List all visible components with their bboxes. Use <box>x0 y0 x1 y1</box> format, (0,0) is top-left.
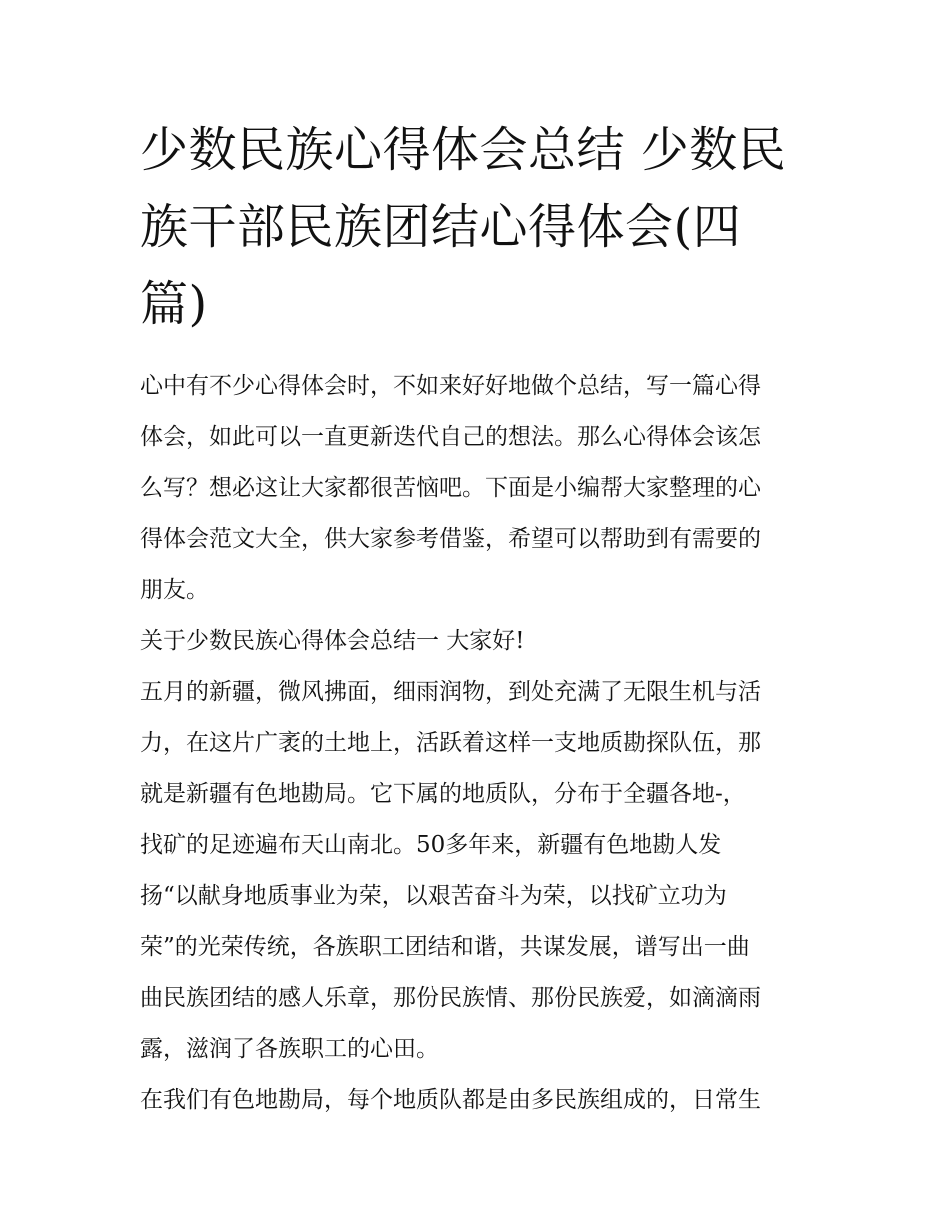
body-paragraph <box>140 1075 812 1126</box>
text-line: 心中有不少心得体会时，不如来好好地做个总结，写一篇心得 <box>140 373 761 399</box>
text-line: 就是新疆有色地勘局。它下属的地质队，分布于全疆各地-， <box>140 781 746 807</box>
text-line: 朋友。 <box>140 577 209 603</box>
document-body <box>140 361 812 1126</box>
text-line: 力，在这片广袤的土地上，活跃着这样一支地质勘探队伍，那 <box>140 730 761 756</box>
text-line: 体会，如此可以一直更新迭代自己的想法。那么心得体会该怎 <box>140 424 761 450</box>
title-line: 族干部民族团结心得体会(四 <box>140 199 742 255</box>
section-heading-paragraph <box>140 616 812 667</box>
title-line: 少数民族心得体会总结 少数民 <box>140 122 787 178</box>
title-line: 篇) <box>140 276 208 332</box>
text-line: 关于少数民族心得体会总结一 大家好! <box>140 628 525 654</box>
document-title <box>140 112 812 343</box>
text-line: 曲民族团结的感人乐章，那份民族情、那份民族爱，如滴滴雨 <box>140 985 761 1011</box>
text-line: 露，滋润了各族职工的心田。 <box>140 1036 439 1062</box>
document-content <box>140 112 812 1126</box>
body-paragraph <box>140 667 812 1075</box>
text-line: 五月的新疆，微风拂面，细雨润物，到处充满了无限生机与活 <box>140 679 761 705</box>
text-line: 在我们有色地勘局，每个地质队都是由多民族组成的，日常生 <box>140 1087 761 1113</box>
text-line: 荣”的光荣传统，各族职工团结和谐，共谋发展，谱写出一曲 <box>140 934 750 960</box>
text-line: 扬“以献身地质事业为荣，以艰苦奋斗为荣，以找矿立功为 <box>140 883 727 909</box>
text-line: 找矿的足迹遍布天山南北。50多年来，新疆有色地勘人发 <box>140 832 722 858</box>
text-line: 么写？想必这让大家都很苦恼吧。下面是小编帮大家整理的心 <box>140 475 761 501</box>
text-line: 得体会范文大全，供大家参考借鉴，希望可以帮助到有需要的 <box>140 526 761 552</box>
intro-paragraph <box>140 361 812 616</box>
